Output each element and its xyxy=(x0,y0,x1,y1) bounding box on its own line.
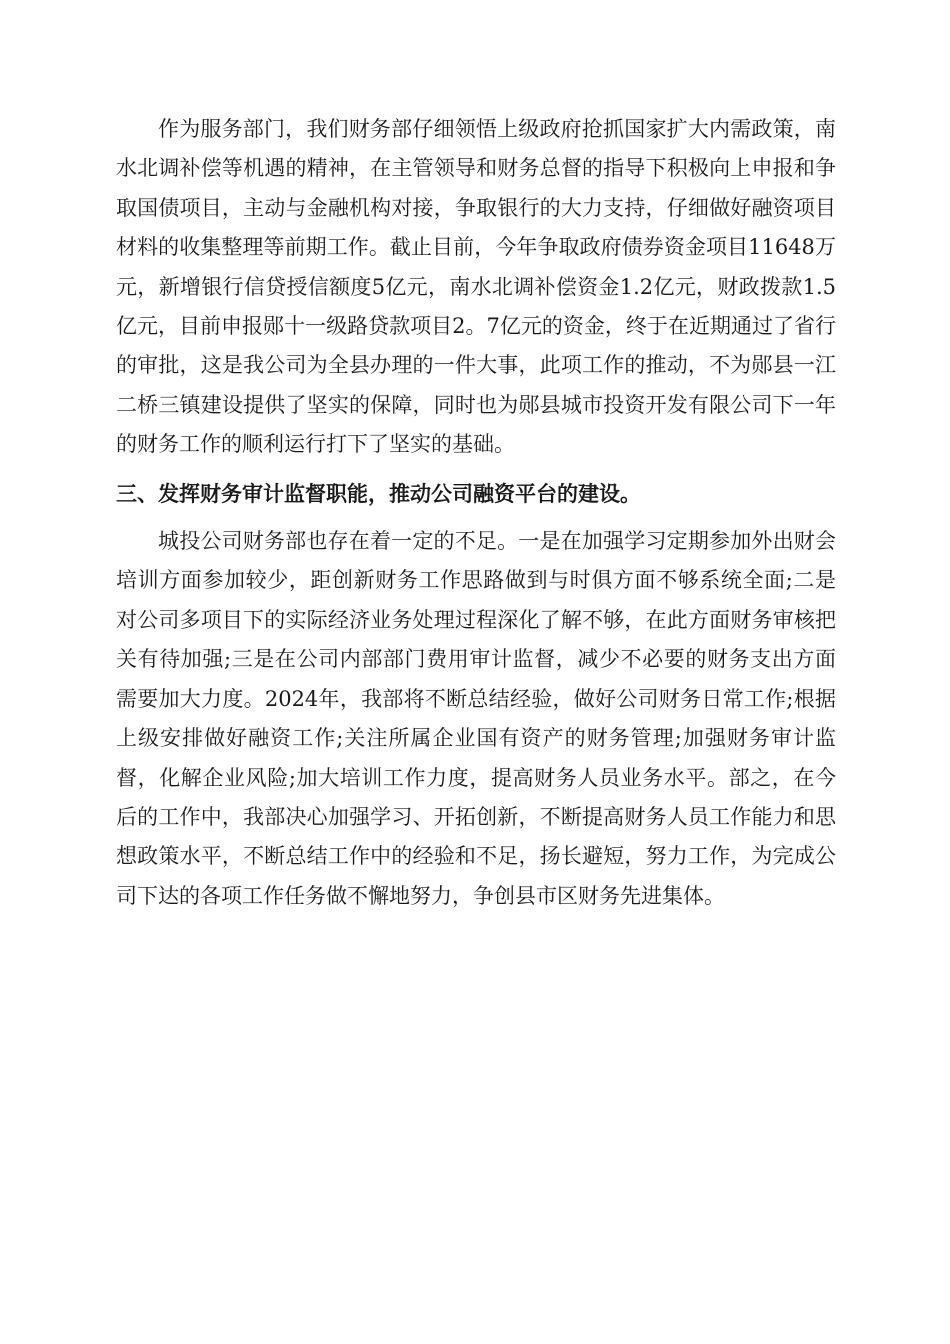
section-heading-audit-supervision: 三、发挥财务审计监督职能，推动公司融资平台的建设。 xyxy=(116,481,641,506)
paragraph-shortcomings-and-plans: 城投公司财务部也存在着一定的不足。一是在加强学习定期参加外出财会培训方面参加较少，距创新财务工作思路做到与时俱方面不够系统全面;二是对公司多项目下的实际经济业务处理过程深化了解不够，在此方面财务审核把关有待加强;三是在公司内部部门费用审计监督，减少不必要的财务支出方面需要加大力度。2024年，我部将不断总结经验，做好公司财务日常工作;根据上级安排做好融资工作;关注所属企业国有资产的财务管理;加强财务审计监督，化解企业风险;加大培训工作力度，提高财务人员业务水平。部之，在今后的工作中，我部决心加强学习、开拓创新，不断提高财务人员工作能力和思想政策水平，不断总结工作中的经验和不足，扬长避短，努力工作，为完成公司下达的各项工作任务做不懈地努力，争创县市区财务先进集体。 xyxy=(116,529,836,908)
paragraph-financing-work: 作为服务部门，我们财务部仔细领悟上级政府抢抓国家扩大内需政策，南水北调补偿等机遇的精神，在主管领导和财务总督的指导下积极向上申报和争取国债项目，主动与金融机构对接，争取银行的大力支持，仔细做好融资项目材料的收集整理等前期工作。截止目前，今年争取政府债券资金项目11648万元，新增银行信贷授信额度5亿元，南水北调补偿资金1.2亿元，财政拨款1.5亿元，目前申报郧十一级路贷款项目2。7亿元的资金，终于在近期通过了省行的审批，这是我公司为全县办理的一件大事，此项工作的推动，不为郧县一江二桥三镇建设提供了坚实的保障，同时也为郧县城市投资开发有限公司下一年的财务工作的顺利运行打下了坚实的基础。 xyxy=(116,117,836,457)
document-body xyxy=(116,110,836,916)
